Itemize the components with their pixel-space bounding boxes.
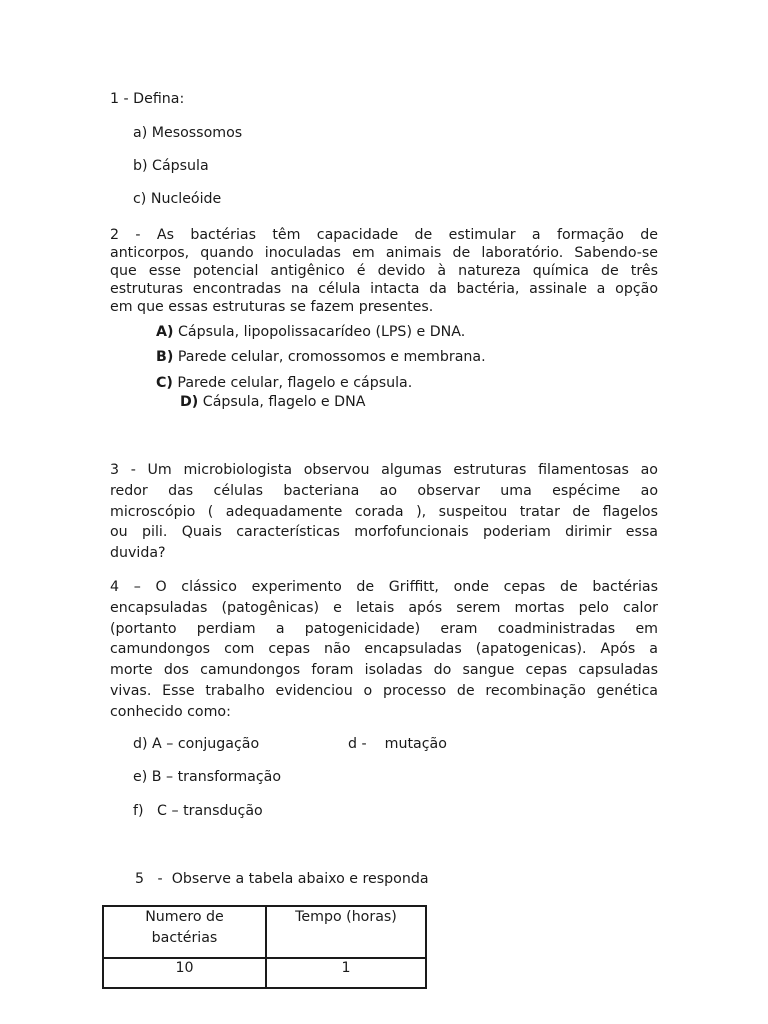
- option-letter: D): [180, 394, 199, 410]
- option-text: Cápsula, lipopolissacarídeo (LPS) e DNA.: [177, 324, 466, 340]
- option-letter: C): [156, 375, 173, 391]
- question-4-option-c: f) C – transdução: [133, 803, 263, 819]
- header-line: bactérias: [151, 930, 218, 946]
- question-2-line: estruturas encontradas na célula intacta da bactéria, assinale a opção: [110, 281, 658, 297]
- question-2-line: em que essas estruturas se fazem presentes.: [110, 299, 434, 315]
- table-header-row: [103, 906, 426, 958]
- question-4-line: camundongos com cepas não encapsuladas (apatogenicas). Após a: [110, 641, 658, 658]
- question-2-option-a: [156, 324, 465, 340]
- question-1-item-a: a) Mesossomos: [133, 125, 243, 141]
- question-3-line: redor das células bacteriana ao observar uma espécime ao: [110, 482, 658, 499]
- question-4-line: encapsuladas (patogênicas) e letais após serem mortas pelo calor: [110, 599, 658, 616]
- question-4-line: conhecido como:: [110, 703, 231, 720]
- question-2-text: [110, 226, 658, 316]
- option-text: Parede celular, flagelo e cápsula.: [177, 375, 413, 391]
- question-2-option-b: [156, 349, 486, 365]
- question-4-option-a: d) A – conjugação: [133, 736, 260, 752]
- question-4-text: [110, 577, 658, 723]
- header-line: Tempo (horas): [295, 909, 397, 925]
- table-cell: 10: [103, 958, 266, 988]
- question-2-line: 2 - As bactérias têm capacidade de estimular a formação de: [110, 227, 658, 243]
- table-header-bacteria: [103, 906, 266, 958]
- question-4-option-b: e) B – transformação: [133, 769, 282, 785]
- question-3-text: [110, 460, 658, 564]
- table-cell: 1: [266, 958, 426, 988]
- header-line: Numero de: [145, 909, 224, 925]
- table-header-time: [266, 906, 426, 958]
- question-2-option-c: [156, 375, 412, 391]
- question-4-line: (portanto perdiam a patogenicidade) eram coadministradas em: [110, 620, 658, 637]
- question-3-line: microscópio ( adequadamente corada ), suspeitou tratar de flagelos: [110, 503, 658, 520]
- option-letter: B): [156, 349, 174, 365]
- table-row: [103, 958, 426, 988]
- question-1-item-b: b) Cápsula: [133, 158, 209, 174]
- question-2-line: que esse potencial antigênico é devido à natureza química de três: [110, 263, 658, 279]
- question-1-heading: 1 - Defina:: [110, 91, 185, 107]
- question-3-line: 3 - Um microbiologista observou algumas estruturas filamentosas ao: [110, 462, 658, 478]
- question-1-item-c: c) Nucleóide: [133, 191, 222, 207]
- question-5-heading: 5 - Observe a tabela abaixo e responda: [135, 871, 429, 887]
- question-3-line: ou pili. Quais características morfofuncionais poderiam dirimir essa: [110, 524, 658, 541]
- option-letter: A): [156, 324, 174, 340]
- option-text: Cápsula, flagelo e DNA: [202, 394, 366, 410]
- question-4-line: vivas. Esse trabalho evidenciou o processo de recombinação genética: [110, 682, 658, 699]
- bacteria-time-table: [102, 905, 427, 989]
- question-4-option-mutation: d - mutação: [348, 736, 447, 752]
- question-4-line: 4 – O clássico experimento de Griffitt, onde cepas de bactérias: [110, 579, 658, 595]
- question-4-line: morte dos camundongos foram isoladas do sangue cepas capsuladas: [110, 662, 658, 679]
- question-3-line: duvida?: [110, 545, 166, 562]
- question-2-line: anticorpos, quando inoculadas em animais de laboratório. Sabendo-se: [110, 245, 658, 261]
- question-2-option-d: [180, 394, 365, 410]
- option-text: Parede celular, cromossomos e membrana.: [177, 349, 486, 365]
